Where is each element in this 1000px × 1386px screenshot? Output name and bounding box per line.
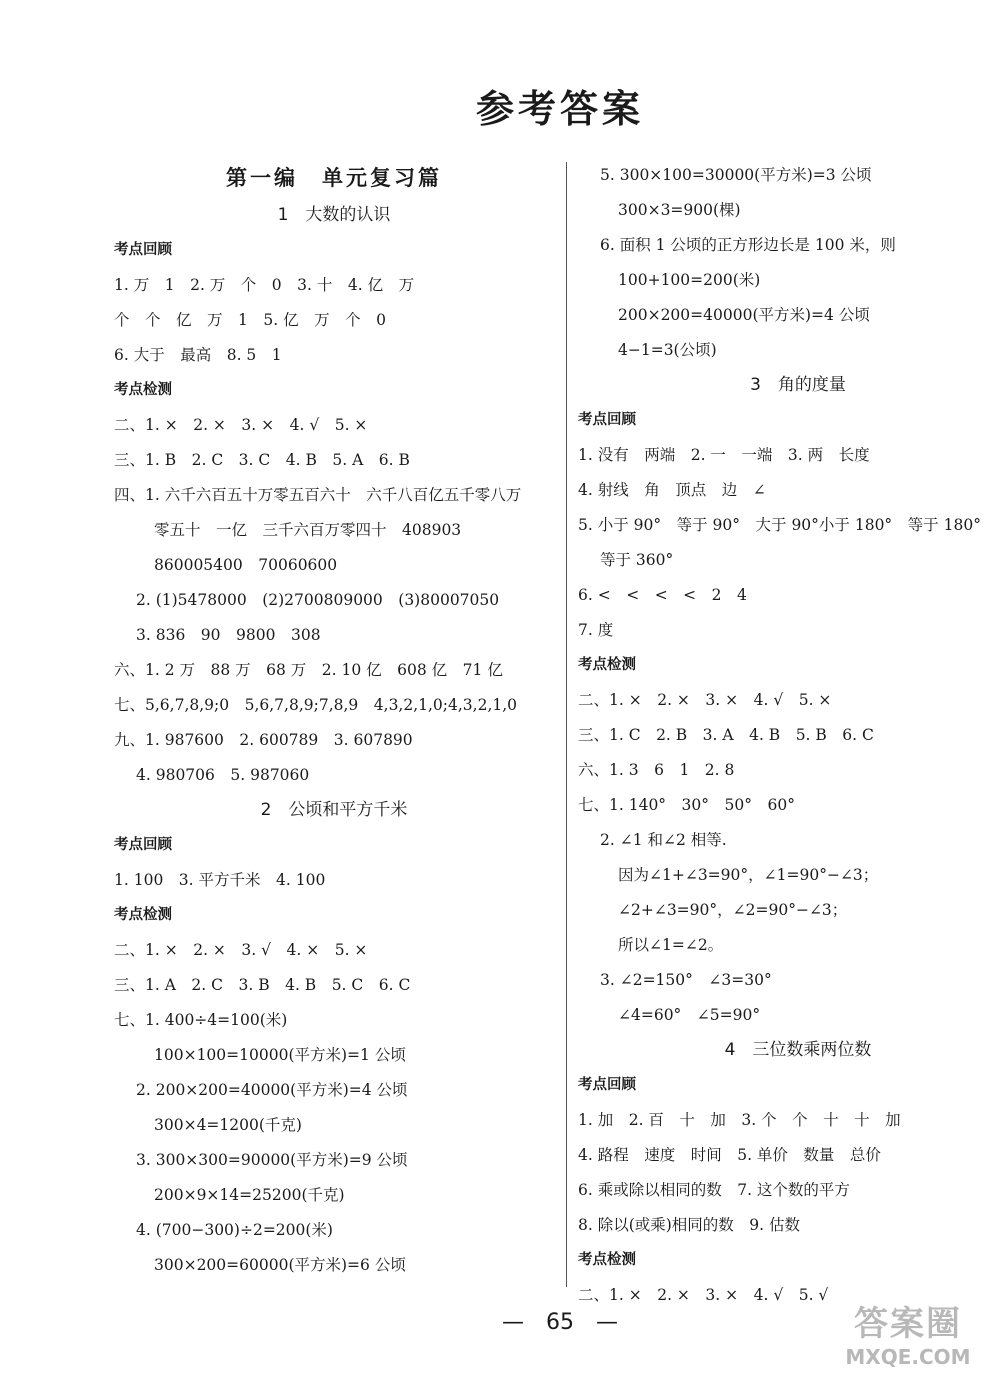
watermark-top: 答案圈 bbox=[854, 1304, 962, 1344]
answer-line: 七、1. 400÷4=100(米) bbox=[114, 1011, 288, 1029]
answer-line: 200×9×14=25200(千克) bbox=[154, 1186, 345, 1204]
answer-line: 8. 除以(或乘)相同的数 9. 估数 bbox=[578, 1216, 801, 1234]
answer-line: 九、1. 987600 2. 600789 3. 607890 bbox=[114, 731, 413, 749]
answer-line: 所以∠1=∠2。 bbox=[618, 936, 724, 954]
answer-line: 860005400 70060600 bbox=[154, 556, 338, 574]
answer-line: 六、1. 3 6 1 2. 8 bbox=[578, 761, 735, 779]
section-title: 3 角的度量 bbox=[750, 375, 846, 395]
left-column bbox=[114, 160, 554, 1283]
answer-line: 4. 射线 角 顶点 边 ∠ bbox=[578, 481, 766, 499]
answer-line: 200×200=40000(平方米)=4 公顷 bbox=[618, 306, 870, 324]
right-column bbox=[578, 158, 981, 1313]
unit-title: 第一编 单元复习篇 bbox=[226, 165, 442, 190]
answer-line: 三、1. C 2. B 3. A 4. B 5. B 6. C bbox=[578, 726, 874, 744]
answer-line: 3. ∠2=150° ∠3=30° bbox=[600, 971, 772, 989]
subsection-label: 考点检测 bbox=[114, 382, 172, 398]
answer-line: 零五十 一亿 三千六百万零四十 408903 bbox=[154, 521, 462, 539]
answer-line: ∠2+∠3=90°，∠2=90°−∠3； bbox=[618, 901, 848, 919]
answer-line: 100×100=10000(平方米)=1 公顷 bbox=[154, 1046, 406, 1064]
answer-line: 3. 836 90 9800 308 bbox=[136, 626, 321, 644]
answer-line: 6. < < < < 2 4 bbox=[578, 586, 747, 604]
subsection-label: 考点检测 bbox=[114, 907, 172, 923]
answer-line: 1. 100 3. 平方千米 4. 100 bbox=[114, 871, 326, 889]
answer-line: 1. 万 1 2. 万 个 0 3. 十 4. 亿 万 bbox=[114, 276, 415, 294]
section-title: 2 公顷和平方千米 bbox=[260, 800, 408, 820]
answer-line: 100+100=200(米) bbox=[618, 271, 761, 289]
answer-line: ∠4=60° ∠5=90° bbox=[618, 1006, 761, 1024]
page-number: — 65 — bbox=[502, 1310, 618, 1335]
answer-line: 4. 路程 速度 时间 5. 单价 数量 总价 bbox=[578, 1146, 881, 1164]
answer-line: 4. (700−300)÷2=200(米) bbox=[136, 1221, 333, 1239]
answer-line: 6. 大于 最高 8. 5 1 bbox=[114, 346, 282, 364]
answer-line: 2. 200×200=40000(平方米)=4 公顷 bbox=[136, 1081, 408, 1099]
answer-line: 三、1. B 2. C 3. C 4. B 5. A 6. B bbox=[114, 451, 410, 469]
answer-line: 2. ∠1 和∠2 相等. bbox=[600, 831, 727, 849]
page-title: 参考答案 bbox=[475, 87, 644, 131]
answer-line: 4−1=3(公顷) bbox=[618, 341, 717, 359]
answer-line: 5. 300×100=30000(平方米)=3 公顷 bbox=[600, 166, 872, 184]
answer-line: 3. 300×300=90000(平方米)=9 公顷 bbox=[136, 1151, 408, 1169]
answer-line: 二、1. × 2. × 3. × 4. √ 5. × bbox=[578, 691, 832, 709]
answer-line: 1. 没有 两端 2. 一 一端 3. 两 长度 bbox=[578, 446, 870, 464]
answer-line: 等于 360° bbox=[600, 551, 674, 569]
subsection-label: 考点检测 bbox=[578, 1252, 636, 1268]
answer-line: 2. (1)5478000 (2)2700809000 (3)80007050 bbox=[136, 591, 500, 609]
answer-line: 6. 乘或除以相同的数 7. 这个数的平方 bbox=[578, 1181, 850, 1199]
subsection-label: 考点检测 bbox=[578, 657, 636, 673]
answer-line: 7. 度 bbox=[578, 621, 614, 639]
answer-line: 四、1. 六千六百五十万零五百六十 六千八百亿五千零八万 bbox=[114, 486, 522, 504]
subsection-label: 考点回顾 bbox=[578, 1077, 636, 1093]
watermark-logo bbox=[828, 1304, 988, 1376]
answer-line: 5. 小于 90° 等于 90° 大于 90°小于 180° 等于 180° bbox=[578, 516, 981, 534]
answer-line: 七、1. 140° 30° 50° 60° bbox=[578, 796, 795, 814]
answer-line: 300×4=1200(千克) bbox=[154, 1116, 302, 1134]
watermark-bottom: MXQE.COM bbox=[845, 1345, 971, 1369]
answer-line: 个 个 亿 万 1 5. 亿 万 个 0 bbox=[114, 311, 386, 329]
answer-line: 七、5,6,7,8,9;0 5,6,7,8,9;7,8,9 4,3,2,1,0;4,3,2,1,0 bbox=[114, 696, 518, 714]
subsection-label: 考点回顾 bbox=[578, 412, 636, 428]
answer-line: 6. 面积 1 公顷的正方形边长是 100 米，则 bbox=[600, 236, 896, 254]
subsection-label: 考点回顾 bbox=[114, 837, 172, 853]
answer-line: 二、1. × 2. × 3. × 4. √ 5. × bbox=[114, 416, 368, 434]
answer-line: 因为∠1+∠3=90°，∠1=90°−∠3； bbox=[618, 866, 879, 884]
answer-line: 300×200=60000(平方米)=6 公顷 bbox=[154, 1256, 406, 1274]
answer-line: 二、1. × 2. × 3. √ 4. × 5. × bbox=[114, 941, 368, 959]
section-title: 1 大数的认识 bbox=[277, 205, 391, 225]
subsection-label: 考点回顾 bbox=[114, 242, 172, 258]
answer-line: 三、1. A 2. C 3. B 4. B 5. C 6. C bbox=[114, 976, 411, 994]
answer-line: 六、1. 2 万 88 万 68 万 2. 10 亿 608 亿 71 亿 bbox=[114, 661, 503, 679]
answer-line: 二、1. × 2. × 3. × 4. √ 5. √ bbox=[578, 1286, 829, 1304]
section-title: 4 三位数乘两位数 bbox=[724, 1040, 872, 1060]
answer-line: 1. 加 2. 百 十 加 3. 个 个 十 十 加 bbox=[578, 1111, 901, 1129]
answer-line: 4. 980706 5. 987060 bbox=[136, 766, 310, 784]
column-divider bbox=[566, 162, 567, 1287]
answer-line: 300×3=900(棵) bbox=[618, 201, 741, 219]
